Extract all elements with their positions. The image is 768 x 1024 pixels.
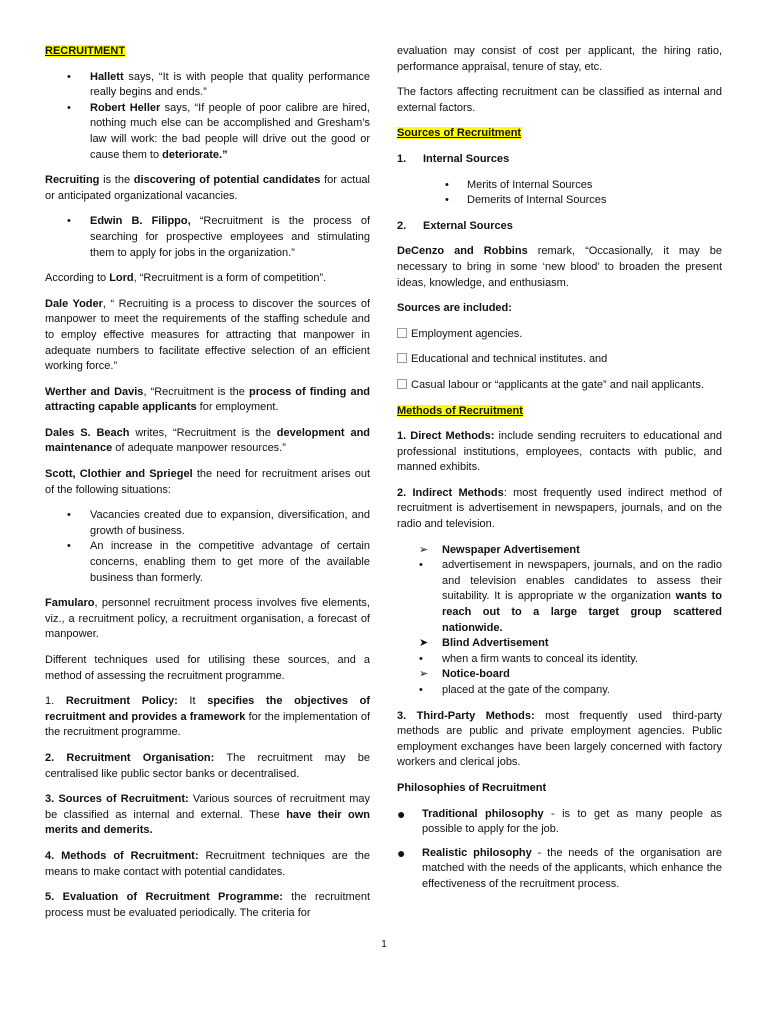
list-item [397,178,722,194]
element-paragraph [45,751,370,782]
text: placed at the gate of the company. [442,684,610,696]
arrow-bullet-icon: ➢ [419,668,429,681]
bullet-icon: • [445,194,449,207]
quote-author: Edwin B. Filippo, [90,215,191,228]
text: The recruitment may be centralised like public sector banks or decentralised. [45,751,371,780]
element-paragraph [45,694,370,741]
heading-label: External Sources [423,219,513,232]
list-item [45,214,370,261]
text-bold: 2. Indirect Methods [397,486,504,499]
famularo-paragraph [45,596,370,643]
text-bold: Blind Advertisement [442,637,549,650]
list-item-text: Demerits of Internal Sources [467,194,607,207]
quote-tail: deteriorate.” [162,148,228,161]
list-item [397,558,722,636]
sources-title: Sources of Recruitment [397,127,522,140]
situations-list [45,508,370,586]
bullet-icon: • [419,684,423,696]
bullet-icon: • [419,559,423,572]
list-item [45,508,370,539]
text-bold: 1. Direct Methods: [397,430,495,443]
list-item-text: Vacancies created due to expansion, diversification, and growth of business. [90,509,370,537]
list-item [45,70,370,101]
text: , personnel recruitment process involves five elements, viz., a recruitment policy, a recruitment organisation, a forecast of manpower. [45,597,370,641]
element-paragraph [45,890,370,921]
text: , “Recruitment is the [143,385,249,398]
bullet-icon: • [445,178,449,191]
text-bold: Realistic philosophy [422,846,532,859]
text-bold: development and maintenance [45,426,371,455]
recruitment-title: RECRUITMENT [45,45,126,57]
lord-paragraph [45,271,370,287]
heading-methods [397,404,722,420]
bullet-icon: • [67,540,71,553]
text: , “Recruitment is a form of competition”. [133,272,327,285]
text-bold: Werther and Davis [45,385,144,398]
bullet-icon: ● [397,844,406,861]
philosophies-heading [397,781,722,797]
bullet-icon: ● [397,805,406,822]
text: advertisement in newspapers, journals, and on the radio and television enables candidates to assess their suitability. It is appropriate w the organization [442,559,722,603]
element-number: 4. [45,849,62,862]
philosophies-list [397,807,722,893]
heading-sources [397,126,722,142]
external-sources-heading [397,219,722,235]
quote-text: says, “It is with people that quality performance really begins and ends.” [90,70,370,99]
text-bold: Newspaper Advertisement [442,543,580,556]
source-item-text: Casual labour or “applicants at the gate” and nail applicants. [411,378,704,391]
heading-recruitment [45,44,370,60]
text: of adequate manpower resources.” [112,442,286,455]
text-bold: process of finding and attracting capable applicants [45,385,371,414]
text: the need for recruitment arises out of the following situations: [45,468,370,496]
checkbox-glyph-icon [397,328,407,338]
evaluation-continued: evaluation may consist of cost per applicant, the hiring ratio, performance appraisal, tenure of stay, etc. [397,45,722,73]
text: - the needs of the organisation are matched with the needs of the applicants, which enhance the effectiveness of the recruitment process. [422,846,722,890]
yoder-paragraph [45,297,370,375]
text: , “ Recruiting is a process to discover the sources of manpower to meet the requirements of the staffing schedule and to employ effective measures for attracting that manpower in adequate numbers to facilitate effective selection of an efficient working force.” [45,297,371,373]
element-number: 3. [45,793,59,806]
bullet-icon: • [67,70,71,83]
decenzo-paragraph [397,244,722,291]
element-head: Recruitment Organisation: [66,751,215,764]
text: for actual or anticipated organizational vacancies. [45,174,370,202]
text: Recruitment techniques are the means to make contact with potential candidates. [45,849,371,878]
text: include sending recruiters to educational and professional institutions, employees, contacts with public, and manned exhibits. [397,430,722,474]
text-bold: Recruiting [45,174,100,187]
text-bold: have their own merits and demerits. [45,808,370,837]
text-bold: Philosophies of Recruitment [397,781,547,794]
element-number: 1. [45,695,66,708]
checkbox-glyph-icon [397,353,407,363]
element-paragraph [45,792,370,839]
text: the recruitment process must be evaluated periodically. The criteria for [45,891,371,919]
text: Various sources of recruitment may be classified as internal and external. These [45,793,370,821]
list-item [397,636,722,652]
factors-paragraph: The factors affecting recruitment can be classified as internal and external factors. [397,86,722,114]
text-bold: Scott, Clothier and Spriegel [45,468,193,481]
scott-paragraph [45,467,370,498]
sources-included-label [397,301,722,317]
internal-sources-heading [397,152,722,168]
heading-number: 2. [397,219,407,232]
element-number: 5. [45,891,63,904]
text-bold: wants to reach out to a large target group scattered nationwide. [442,590,722,634]
list-item-text: An increase in the competitive advantage of certain concerns, enabling them to get more of the available business than formerly. [90,540,370,584]
third-party-paragraph [397,709,722,771]
text: most frequently used third-party methods are public and private employment agencies. Public employment exchanges have been largely concerned with factory workers and clerical jobs. [397,709,722,769]
quotes-list [45,70,370,164]
text: is the [99,174,134,187]
list-item [397,846,722,893]
text: - is to get as many people as possible to apply for the job. [422,807,722,836]
direct-methods-paragraph [397,429,722,476]
bullet-icon: • [419,652,423,665]
text: : most frequently used indirect method of recruitment is advertisement in newspapers, journals, and on the radio and television. [397,486,722,531]
text: remark, “Occasionally, it may be necessary to bring in some ‘new blood’ to broaden the present ideas, knowledge, and enthusiasm. [397,245,722,289]
list-item [45,539,370,586]
source-item [397,378,722,394]
text: for the implementation of the recruitment programme. [45,710,370,739]
text: According to [45,272,110,285]
list-item [397,193,722,209]
heading-label: Internal Sources [423,152,510,165]
bullet-icon: • [67,101,71,114]
recruiting-definition [45,173,370,204]
beach-paragraph [45,426,370,457]
text: when a firm wants to conceal its identity. [442,652,639,665]
filippo-list [45,214,370,261]
text-bold: Traditional philosophy [422,807,544,820]
quote-author: Robert Heller [90,101,161,114]
left-column [45,44,370,931]
list-item [397,543,722,559]
list-item [397,807,722,838]
indirect-methods-list [397,543,722,699]
werther-paragraph [45,385,370,416]
list-item [397,667,722,683]
text-bold: discovering of potential candidates [133,174,321,187]
page-number: 1 [381,939,387,950]
text-bold: specifies the objectives of recruitment and provides a framework [45,695,370,723]
text-bold: Lord [109,272,134,285]
text: writes, “Recruitment is the [129,426,277,439]
text-bold: Famularo [45,597,95,610]
text-bold: Sources are included: [397,302,512,315]
text-bold: Dale Yoder [45,297,103,310]
source-item [397,327,722,343]
list-item [45,101,370,163]
source-item-text: Employment agencies. [411,327,523,340]
element-head: Recruitment Policy: [65,695,178,708]
element-paragraph [45,849,370,880]
text-bold: DeCenzo and Robbins [397,245,528,258]
techniques-paragraph: Different techniques used for utilising these sources, and a method of assessing the recruitment programme. [45,654,370,682]
quote-text: “Recruitment is the process of searching for prospective employees and stimulating them to apply for jobs in the organization.” [90,215,370,259]
element-head: Evaluation of Recruitment Programme: [62,891,283,904]
list-item-text: Merits of Internal Sources [467,178,593,191]
checkbox-glyph-icon [397,379,407,389]
quote-text: says, “If people of poor calibre are hired, nothing much else can be accomplished and Gresham’s law will work: the bad people will drive out the good or cause them to [90,101,370,161]
element-head: Sources of Recruitment: [58,793,189,806]
source-item [397,352,722,368]
bullet-icon: • [67,215,71,228]
arrow-bullet-icon: ➢ [419,543,429,556]
text-bold: Notice-board [442,668,510,681]
bullet-icon: • [67,509,71,522]
methods-title: Methods of Recruitment [397,404,523,417]
indirect-methods-paragraph [397,486,722,533]
arrow-bullet-icon: ➤ [419,637,429,650]
internal-sources-list [397,178,722,209]
quote-author: Hallett [90,70,124,83]
heading-number: 1. [397,152,407,165]
list-item [397,652,722,668]
list-item [397,683,722,699]
text: for employment. [196,401,279,414]
text-bold: Dales S. Beach [45,426,130,439]
element-head: Methods of Recruitment: [61,849,199,862]
source-item-text: Educational and technical institutes. and [411,353,608,366]
text: It [177,695,208,708]
element-number: 2. [45,751,67,764]
text-bold: 3. Third-Party Methods: [397,709,535,722]
right-column [397,44,722,903]
